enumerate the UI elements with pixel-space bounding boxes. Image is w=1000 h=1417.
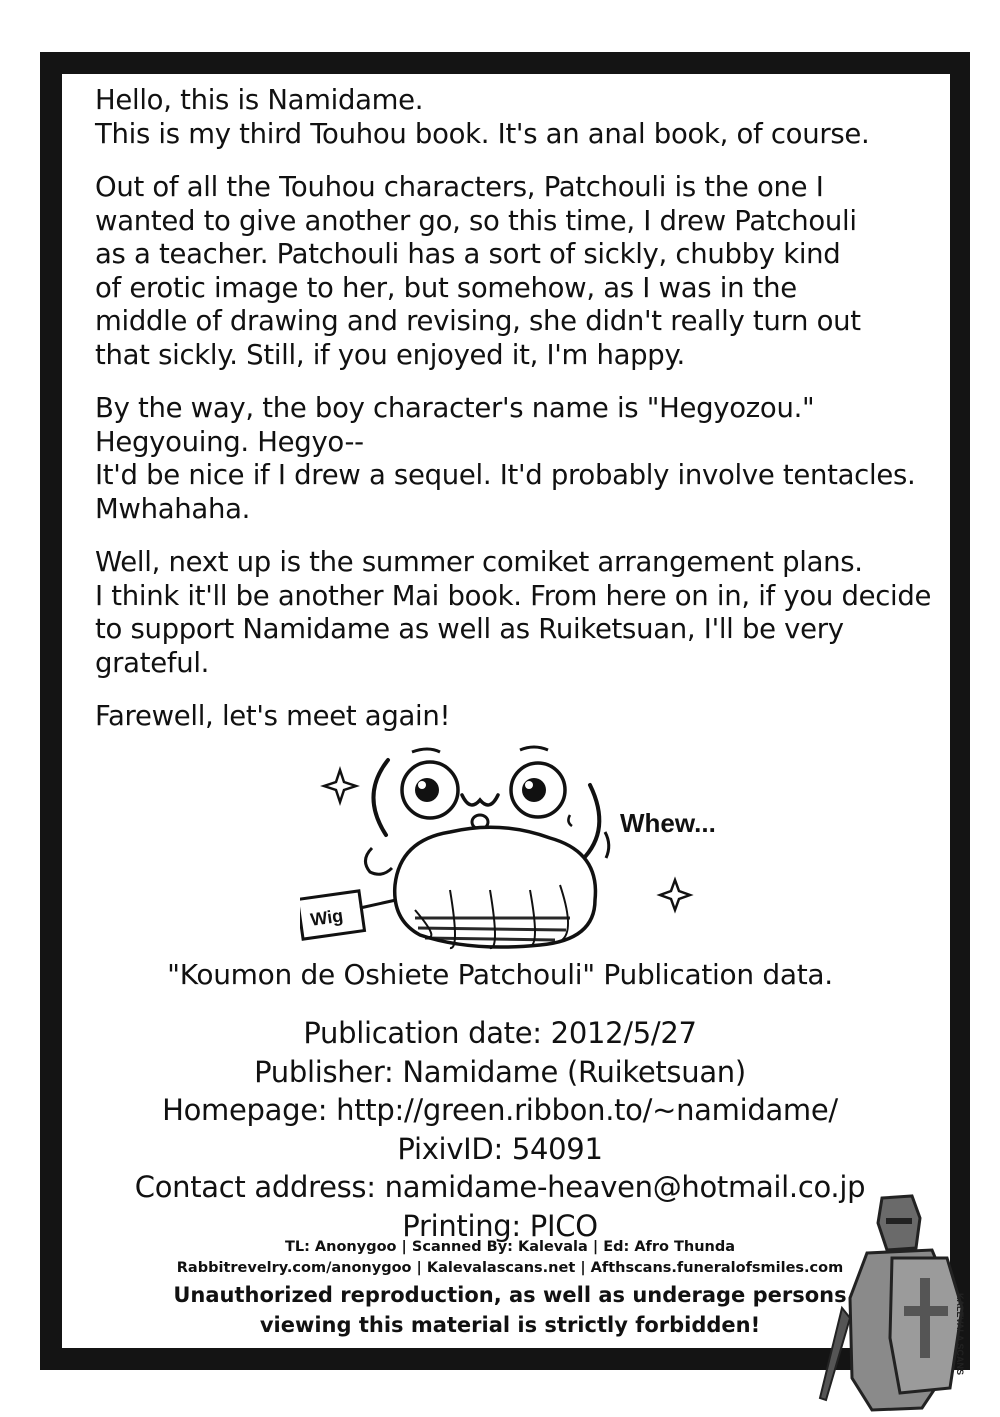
sparkle-icon: [660, 880, 690, 910]
warning-line-2: viewing this material is strictly forbidden!: [259, 1313, 761, 1337]
wig-sign-label: Wig: [309, 905, 345, 930]
publication-data-title: "Koumon de Oshiete Patchouli" Publication data.: [167, 958, 833, 991]
publisher: Publisher: Namidame (Ruiketsuan): [254, 1054, 746, 1089]
author-chibi-doodle: [300, 740, 720, 955]
sparkle-icon: [324, 770, 356, 802]
credits-staff: TL: Anonygoo | Scanned By: Kalevala | Ed: Afro Thunda: [284, 1239, 736, 1255]
kalevala-knight-watermark: [812, 1188, 982, 1413]
homepage: Homepage: http://green.ribbon.to/~namidame/: [162, 1093, 838, 1127]
credits-sites: Rabbitrevelry.com/anonygoo | Kalevalascans.net | Afthscans.funeralofsmiles.com: [176, 1260, 844, 1276]
letter-paragraph-2: Out of all the Touhou characters, Patchouli is the one I wanted to give another go, so this time, I drew Patchouli as a teacher. Patchouli has a sort of sickly, chubby kind of erotic image to her, but somehow, as I was in the middle of drawing and revising, she didn't really turn out that sickly. Still, if you enjoyed it, I'm happy.: [95, 171, 861, 371]
letter-paragraph-4: Well, next up is the summer comiket arrangement plans. I think it'll be another Mai book. From here on in, if you decide to support Namidame as well as Ruiketsuan, I'll be very grateful.: [95, 546, 932, 679]
warning-line-1: Unauthorized reproduction, as well as underage persons: [173, 1283, 847, 1307]
letter-paragraph-1: Hello, this is Namidame. This is my third Touhou book. It's an anal book, of course.: [95, 84, 870, 150]
afterword-letter: [95, 84, 935, 754]
letter-paragraph-3: By the way, the boy character's name is "Hegyozou." Hegyouing. Hegyo-- It'd be nice if I drew a sequel. It'd probably involve tentacles. Mwhahaha.: [95, 392, 916, 525]
whew-exclamation: Whew...: [620, 808, 716, 838]
pixiv-id: PixivID: 54091: [397, 1131, 603, 1166]
watermark-text: KALEVALA SCANS: [955, 1293, 965, 1376]
publication-date: Publication date: 2012/5/27: [303, 1016, 697, 1050]
contact-address: Contact address: namidame-heaven@hotmail.co.jp: [134, 1170, 866, 1204]
printing: Printing: PICO: [402, 1208, 598, 1243]
letter-paragraph-5: Farewell, let's meet again!: [95, 700, 451, 732]
